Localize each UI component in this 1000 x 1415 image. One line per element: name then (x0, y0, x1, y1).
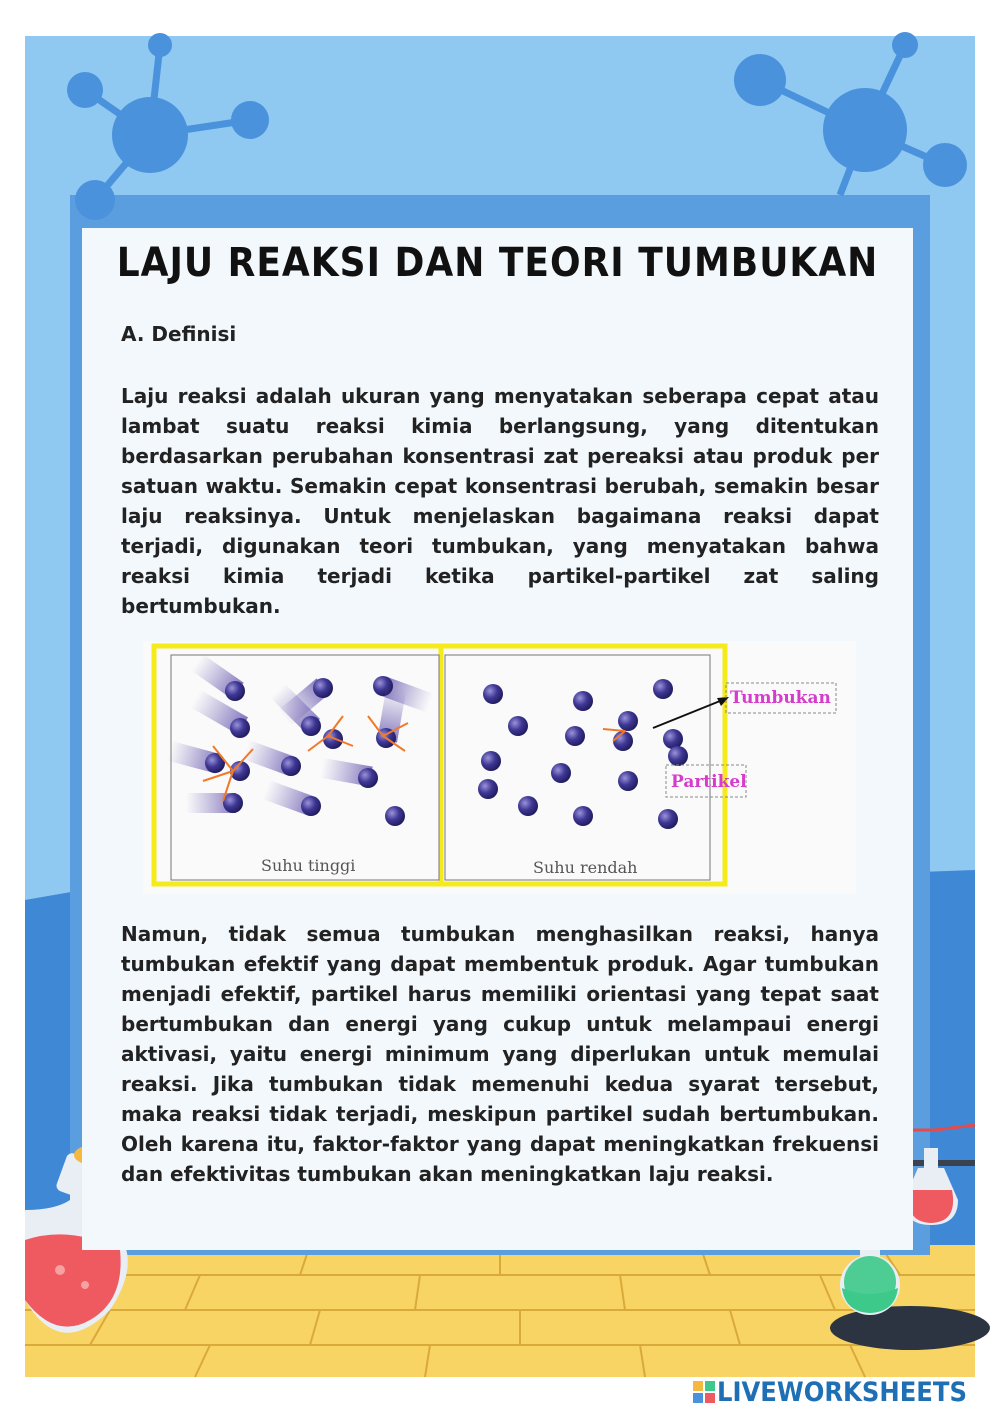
particle (658, 809, 678, 829)
section-heading: A. Definisi (121, 322, 237, 346)
particle (478, 779, 498, 799)
particle (573, 691, 593, 711)
figure-background (143, 641, 856, 894)
particle (301, 716, 321, 736)
particle (565, 726, 585, 746)
particle (281, 756, 301, 776)
label-particle: Partikel (671, 772, 747, 792)
particle (301, 796, 321, 816)
liveworksheets-logo-icon (693, 1381, 715, 1403)
brand-watermark (693, 1376, 967, 1408)
particle (508, 716, 528, 736)
paragraph-effective-collision: Namun, tidak semua tumbukan menghasilkan reaksi, hanya tumbukan efektif yang dapat membentuk produk. Agar tumbukan menjadi efektif, partikel harus memiliki orientasi yang tepat saat bertumbukan dan energi yang cukup untuk melampaui energi aktivasi, yaitu energi minimum yang diperlukan untuk memulai reaksi. Jika tumbukan tidak memenuhi kedua syarat tersebut, maka reaksi tidak terjadi, meskipun partikel sudah bertumbukan. Oleh karena itu, faktor-faktor yang dapat meningkatkan frekuensi dan efektivitas tumbukan akan meningkatkan laju reaksi. (121, 922, 879, 1186)
particle (313, 678, 333, 698)
page-title: LAJU REAKSI DAN TEORI TUMBUKAN (116, 240, 879, 286)
collision-diagram (143, 641, 856, 894)
particle (573, 806, 593, 826)
particle (481, 751, 501, 771)
tiled-floor (25, 1245, 975, 1377)
particle (613, 731, 633, 751)
particle (385, 806, 405, 826)
label-high-temp: Suhu tinggi (261, 856, 356, 875)
particle (653, 679, 673, 699)
paragraph-definition: Laju reaksi adalah ukuran yang menyatakan seberapa cepat atau lambat suatu reaksi kimia berlangsung, yang ditentukan berdasarkan perubahan konsentrasi zat pereaksi atau produk per satuan waktu. Semakin cepat konsentrasi berubah, semakin besar laju reaksinya. Untuk menjelaskan bagaimana reaksi dapat terjadi, digunakan teori tumbukan, yang menyatakan bahwa reaksi kimia terjadi ketika partikel-partikel zat saling bertumbukan. (121, 384, 879, 618)
particle (230, 718, 250, 738)
particle (618, 771, 638, 791)
brand-wordmark: LIVEWORKSHEETS (717, 1376, 967, 1408)
particle (223, 793, 243, 813)
particle (225, 681, 245, 701)
particle (663, 729, 683, 749)
label-collision: Tumbukan (730, 688, 831, 708)
particle (618, 711, 638, 731)
particle (668, 746, 688, 766)
particle (358, 768, 378, 788)
particle (518, 796, 538, 816)
particle (483, 684, 503, 704)
label-low-temp: Suhu rendah (533, 858, 638, 877)
particle (551, 763, 571, 783)
